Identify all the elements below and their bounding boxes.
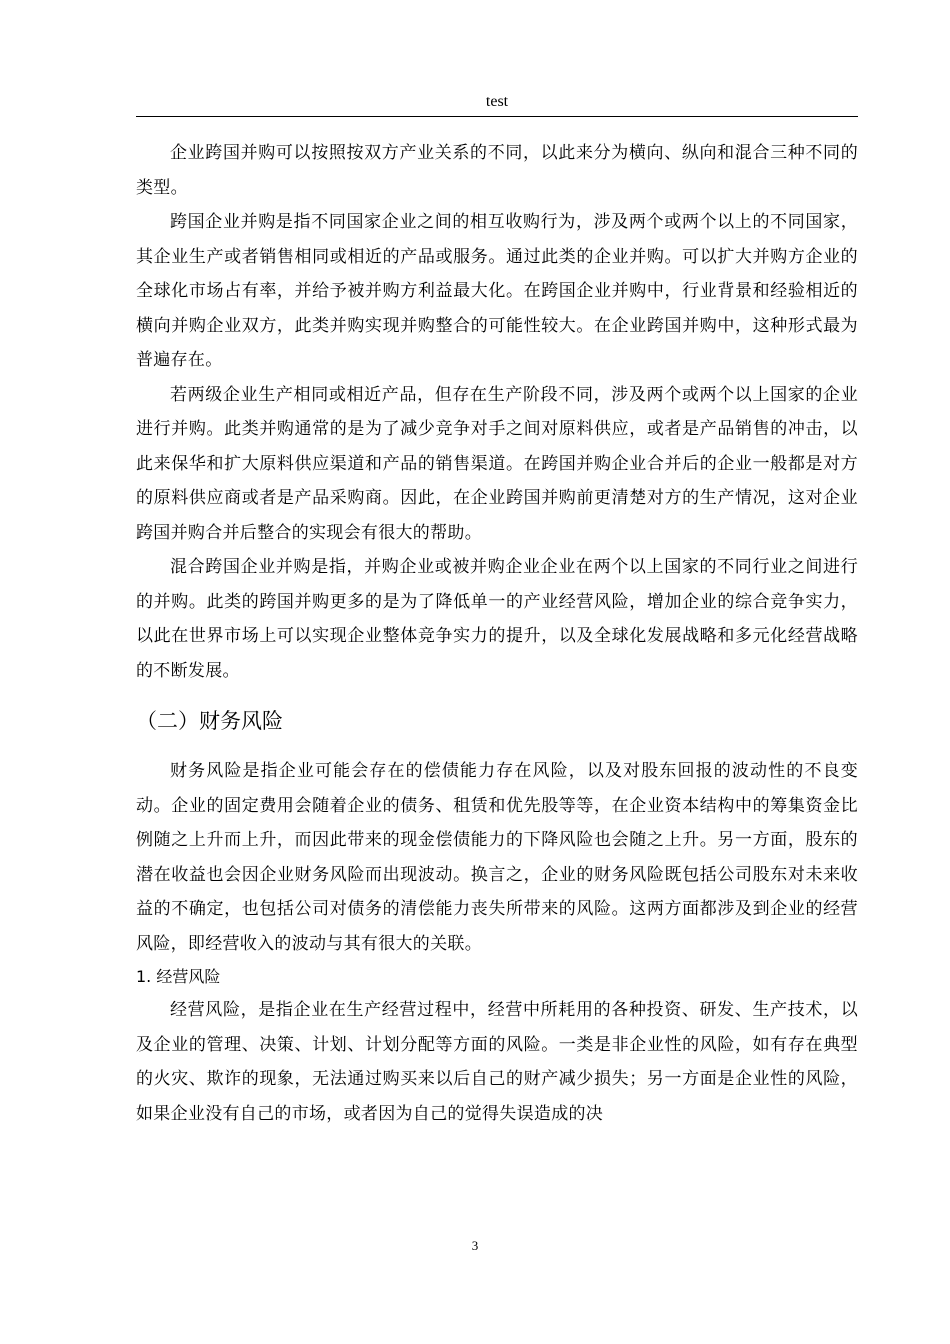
document-body [136, 136, 858, 1131]
section-heading-financial-risk: （二）财务风险 [136, 709, 283, 733]
paragraph-mixed-merger: 混合跨国企业并购是指，并购企业或被并购企业企业在两个以上国家的不同行业之间进行的并购。此类的跨国并购更多的是为了降低单一的产业经营风险，增加企业的综合竞争实力，以此在世界市场上可以实现企业整体竞争实力的提升，以及全球化发展战略和多元化经营战略的不断发展。 [136, 557, 858, 681]
page-number: 3 [471, 1238, 479, 1253]
sub-heading-operating-risk: 1. 经营风险 [136, 967, 221, 986]
paragraph-operating-risk: 经营风险，是指企业在生产经营过程中，经营中所耗用的各种投资、研发、生产技术，以及企业的管理、决策、计划、计划分配等方面的风险。一类是非企业性的风险，如有存在典型的火灾、欺诈的现象，无法通过购买来以后自己的财产减少损失；另一方面是企业性的风险，如果企业没有自己的市场，或者因为自己的觉得失误造成的决 [136, 1000, 858, 1124]
header-title: test [485, 93, 509, 110]
paragraph-financial-risk: 财务风险是指企业可能会存在的偿债能力存在风险，以及对股东回报的波动性的不良变动。企业的固定费用会随着企业的债务、租赁和优先股等等，在企业资本结构中的筹集资金比例随之上升而上升，而因此带来的现金偿债能力的下降风险也会随之上升。另一方面，股东的潜在收益也会因企业财务风险而出现波动。换言之，企业的财务风险既包括公司股东对未来收益的不确定，也包括公司对债务的清偿能力丧失所带来的风险。这两方面都涉及到企业的经营风险，即经营收入的波动与其有很大的关联。 [136, 761, 858, 954]
paragraph-merger-types: 企业跨国并购可以按照按双方产业关系的不同，以此来分为横向、纵向和混合三种不同的类型。 [136, 143, 858, 198]
paragraph-vertical-merger: 若两级企业生产相同或相近产品，但存在生产阶段不同，涉及两个或两个以上国家的企业进行并购。此类并购通常的是为了减少竞争对手之间对原料供应，或者是产品销售的冲击，以此来保华和扩大原料供应渠道和产品的销售渠道。在跨国并购企业合并后的企业一般都是对方的原料供应商或者是产品采购商。因此，在企业跨国并购前更清楚对方的生产情况，这对企业跨国并购合并后整合的实现会有很大的帮助。 [136, 384, 858, 543]
page-header [136, 90, 858, 117]
paragraph-horizontal-merger: 跨国企业并购是指不同国家企业之间的相互收购行为，涉及两个或两个以上的不同国家，其企业生产或者销售相同或相近的产品或服务。通过此类的企业并购。可以扩大并购方企业的全球化市场占有率，并给予被并购方利益最大化。在跨国企业并购中，行业背景和经验相近的横向并购企业双方，此类并购实现并购整合的可能性较大。在企业跨国并购中，这种形式最为普遍存在。 [136, 212, 858, 370]
